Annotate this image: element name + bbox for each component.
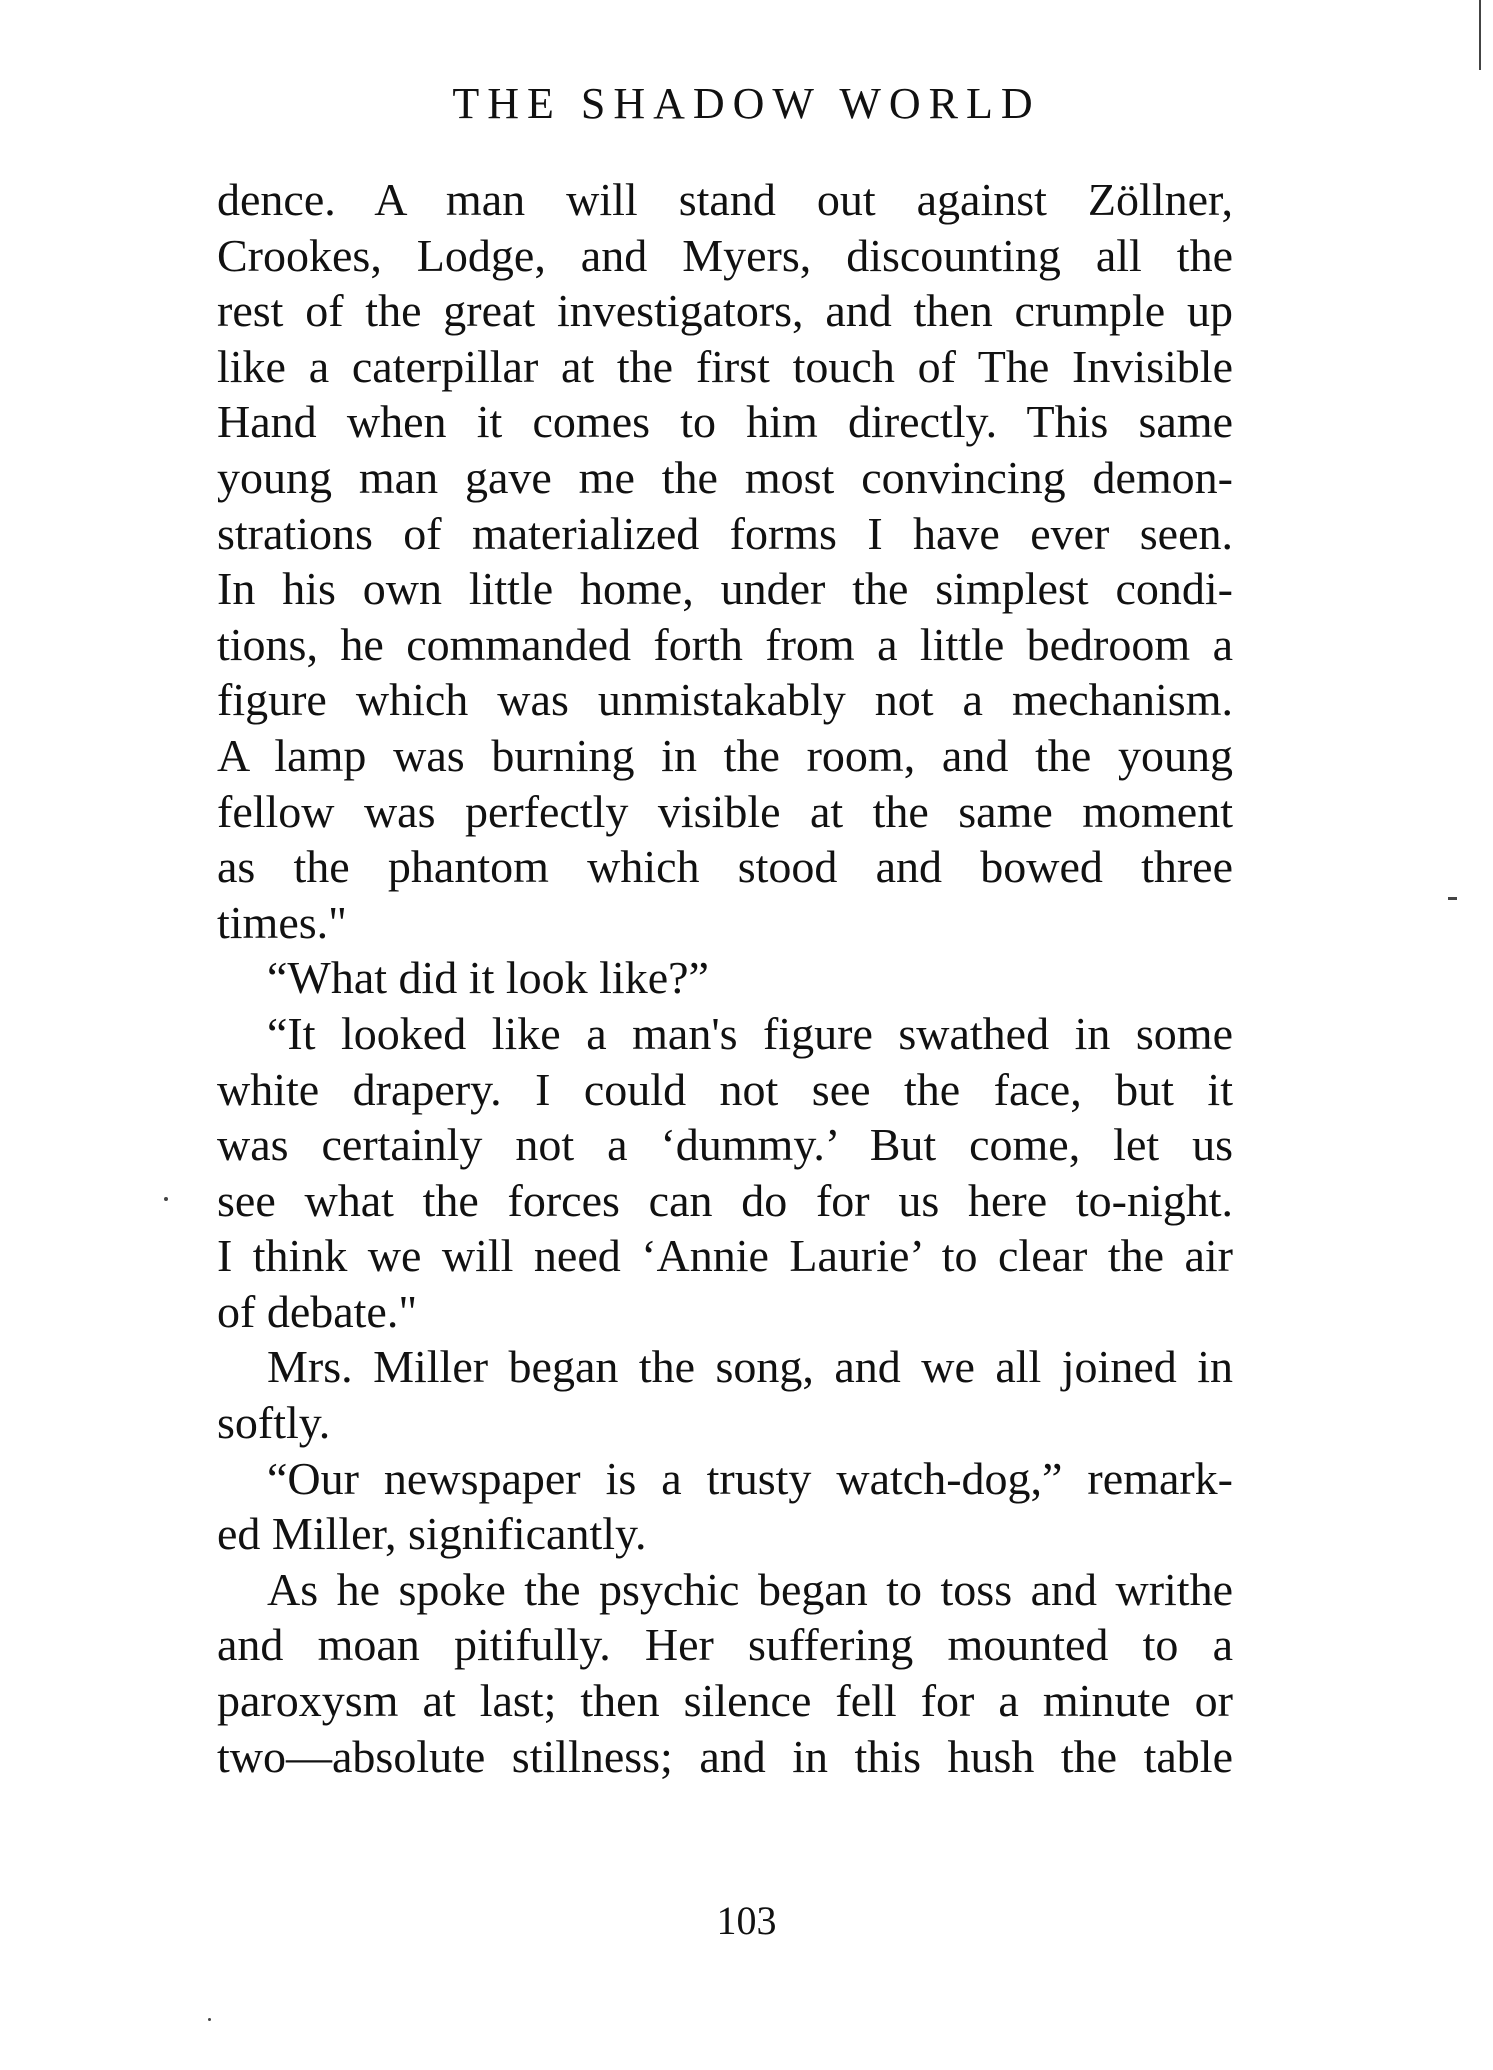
text-line: ed Miller, significantly.: [217, 1508, 647, 1560]
scan-edge-mark: [1479, 0, 1481, 70]
text-line: and moan pitifully. Her suffering mounted to a: [217, 1619, 1233, 1671]
text-line: paroxysm at last; then silence fell for a minute or: [217, 1675, 1233, 1727]
running-head: THE SHADOW WORLD: [452, 79, 1041, 128]
text-line: dence. A man will stand out against Zöllner,: [217, 174, 1233, 225]
text-line: like a caterpillar at the first touch of The Invisible: [217, 340, 1233, 392]
text-line: fellow was perfectly visible at the same moment: [217, 785, 1233, 837]
text-line: rest of the great investigators, and then crumple up: [217, 285, 1233, 337]
text-line: as the phantom which stood and bowed three: [217, 841, 1233, 893]
page-number: 103: [716, 1898, 777, 1943]
text-line: young man gave me the most convincing demon-: [217, 451, 1233, 503]
body-text: [217, 172, 1233, 1784]
text-line: “Our newspaper is a trusty watch-dog,” remark-: [267, 1452, 1233, 1504]
text-line: was certainly not a ‘dummy.’ But come, let us: [217, 1119, 1233, 1171]
text-line: figure which was unmistakably not a mechanism.: [217, 674, 1233, 726]
scan-speck: [208, 2018, 211, 2021]
text-line: I think we will need ‘Annie Laurie’ to clear the air: [217, 1230, 1233, 1282]
text-line: tions, he commanded forth from a little bedroom a: [217, 618, 1233, 670]
text-line: white drapery. I could not see the face, but it: [217, 1063, 1233, 1115]
text-line: Mrs. Miller began the song, and we all joined in: [267, 1341, 1233, 1393]
text-line: softly.: [217, 1397, 331, 1449]
text-line: “What did it look like?”: [267, 952, 709, 1004]
text-line: times.": [217, 896, 347, 948]
text-line: In his own little home, under the simplest condi-: [217, 563, 1233, 615]
scan-speck: [164, 1197, 168, 1201]
text-line: strations of materialized forms I have ever seen.: [217, 507, 1233, 559]
text-line: A lamp was burning in the room, and the young: [217, 729, 1233, 781]
text-line: Hand when it comes to him directly. This same: [217, 396, 1233, 448]
text-line: see what the forces can do for us here to-night.: [217, 1174, 1233, 1226]
text-line: two—absolute stillness; and in this hush the table: [217, 1730, 1233, 1782]
text-line: “It looked like a man's figure swathed in some: [267, 1007, 1233, 1059]
scan-speck: [1448, 897, 1457, 900]
text-line: of debate.": [217, 1285, 418, 1337]
text-line: As he spoke the psychic began to toss and writhe: [267, 1563, 1233, 1615]
text-line: Crookes, Lodge, and Myers, discounting all the: [217, 229, 1233, 281]
